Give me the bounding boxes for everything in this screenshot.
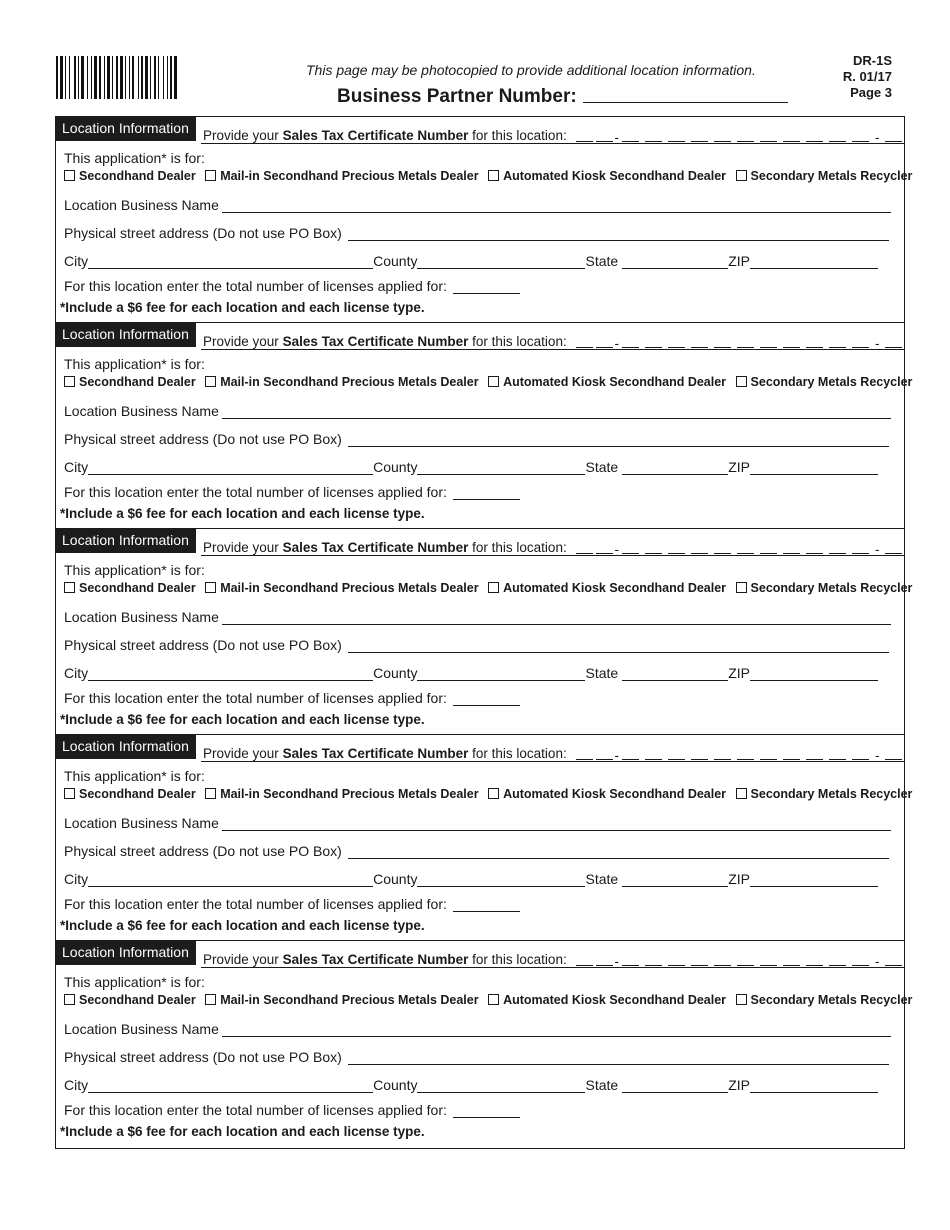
license-count-label: For this location enter the total number of licenses applied for: (64, 896, 447, 912)
business-name-input[interactable] (222, 610, 891, 625)
license-count-row (64, 896, 520, 912)
location-information-label: Location Information (56, 529, 196, 553)
fee-note: *Include a $6 fee for each location and each license type. (60, 1124, 425, 1139)
city-label: City (64, 253, 89, 269)
street-address-label: Physical street address (Do not use PO Box) (64, 637, 342, 653)
stc-input[interactable]: - - (570, 541, 902, 557)
option-mail-in-precious-metals[interactable]: Mail-in Secondhand Precious Metals Dealer (205, 787, 478, 801)
business-name-label: Location Business Name (64, 197, 219, 213)
stc-suffix: for this location: (472, 746, 567, 761)
city-input[interactable] (88, 460, 373, 475)
stc-input[interactable]: - - (570, 335, 902, 351)
checkbox-icon[interactable] (736, 376, 747, 387)
barcode-bar (174, 56, 177, 99)
license-count-row (64, 484, 520, 500)
zip-label: ZIP (728, 459, 750, 475)
checkbox-icon[interactable] (64, 582, 75, 593)
street-address-row (64, 843, 889, 859)
city-county-state-zip-row (64, 1077, 889, 1093)
barcode-bar (94, 56, 97, 99)
fee-note: *Include a $6 fee for each location and each license type. (60, 918, 425, 933)
checkbox-icon[interactable] (64, 376, 75, 387)
option-secondary-metals-recycler[interactable]: Secondary Metals Recycler (736, 581, 913, 595)
barcode-bar (154, 56, 156, 99)
barcode-bar (112, 56, 113, 99)
stc-suffix: for this location: (472, 952, 567, 967)
county-input[interactable] (417, 460, 585, 475)
application-for-label: This application* is for: (64, 974, 205, 990)
barcode-bar (158, 56, 159, 99)
fee-note: *Include a $6 fee for each location and each license type. (60, 712, 425, 727)
city-label: City (64, 1077, 89, 1093)
form-number: DR-1S (852, 53, 892, 68)
application-for-label: This application* is for: (64, 768, 205, 784)
license-type-options (64, 581, 918, 595)
street-address-input[interactable] (348, 432, 889, 447)
business-name-row (64, 609, 891, 625)
checkbox-icon[interactable] (488, 582, 499, 593)
stc-prefix: Provide your (203, 746, 279, 761)
barcode-bar (167, 56, 168, 99)
barcode-bar (125, 56, 126, 99)
license-count-row (64, 690, 520, 706)
option-secondhand-dealer[interactable]: Secondhand Dealer (64, 169, 196, 183)
location-section-1 (56, 117, 913, 323)
barcode-bar (74, 56, 76, 99)
license-count-input[interactable] (453, 279, 520, 294)
option-mail-in-precious-metals[interactable]: Mail-in Secondhand Precious Metals Dealer (205, 375, 478, 389)
state-input[interactable] (622, 460, 728, 475)
business-name-label: Location Business Name (64, 1021, 219, 1037)
city-county-state-zip-row (64, 665, 889, 681)
option-automated-kiosk[interactable]: Automated Kiosk Secondhand Dealer (488, 169, 726, 183)
county-input[interactable] (417, 254, 585, 269)
business-name-input[interactable] (222, 198, 891, 213)
city-input[interactable] (88, 666, 373, 681)
barcode-bar (145, 56, 148, 99)
state-input[interactable] (622, 1078, 728, 1093)
county-label: County (373, 665, 418, 681)
license-count-row (64, 278, 520, 294)
street-address-label: Physical street address (Do not use PO Box) (64, 431, 342, 447)
city-label: City (64, 459, 89, 475)
stc-suffix: for this location: (472, 334, 567, 349)
street-address-input[interactable] (348, 844, 889, 859)
application-for-label: This application* is for: (64, 356, 205, 372)
license-type-options (64, 993, 918, 1007)
barcode (56, 56, 278, 99)
option-secondary-metals-recycler[interactable]: Secondary Metals Recycler (736, 375, 913, 389)
business-name-row (64, 1021, 891, 1037)
location-form (55, 116, 913, 1149)
zip-label: ZIP (728, 665, 750, 681)
stc-prefix: Provide your (203, 334, 279, 349)
location-information-label: Location Information (56, 941, 196, 965)
business-name-input[interactable] (222, 816, 891, 831)
checkbox-icon[interactable] (64, 994, 75, 1005)
location-section-3 (56, 529, 913, 735)
location-information-label: Location Information (56, 323, 196, 347)
state-input[interactable] (622, 872, 728, 887)
option-automated-kiosk[interactable]: Automated Kiosk Secondhand Dealer (488, 375, 726, 389)
location-section-4 (56, 735, 913, 941)
barcode-bar (56, 56, 58, 99)
barcode-bar (60, 56, 63, 99)
checkbox-icon[interactable] (736, 170, 747, 181)
street-address-row (64, 1049, 889, 1065)
city-county-state-zip-row (64, 459, 889, 475)
city-label: City (64, 665, 89, 681)
stc-input[interactable]: - - (570, 129, 902, 145)
barcode-bar (138, 56, 139, 99)
license-count-input[interactable] (453, 897, 520, 912)
barcode-bar (132, 56, 134, 99)
city-input[interactable] (88, 872, 373, 887)
option-secondhand-dealer[interactable]: Secondhand Dealer (64, 993, 196, 1007)
stc-input[interactable]: - - (570, 953, 902, 969)
location-section-2 (56, 323, 913, 529)
license-type-options (64, 375, 918, 389)
county-input[interactable] (417, 872, 585, 887)
zip-label: ZIP (728, 253, 750, 269)
license-count-label: For this location enter the total number of licenses applied for: (64, 484, 447, 500)
option-automated-kiosk[interactable]: Automated Kiosk Secondhand Dealer (488, 581, 726, 595)
county-input[interactable] (417, 1078, 585, 1093)
fee-note: *Include a $6 fee for each location and each license type. (60, 506, 425, 521)
zip-input[interactable] (750, 254, 878, 269)
sales-tax-certificate-row (203, 540, 901, 557)
license-count-label: For this location enter the total number of licenses applied for: (64, 690, 447, 706)
license-count-input[interactable] (453, 1103, 520, 1118)
zip-label: ZIP (728, 871, 750, 887)
street-address-row (64, 225, 889, 241)
barcode-bar (104, 56, 105, 99)
barcode-bar (99, 56, 101, 99)
state-label: State (585, 871, 619, 887)
business-partner-label: Business Partner Number: (337, 86, 577, 107)
business-name-label: Location Business Name (64, 609, 219, 625)
option-secondary-metals-recycler[interactable]: Secondary Metals Recycler (736, 169, 913, 183)
barcode-bar (107, 56, 110, 99)
license-count-row (64, 1102, 520, 1118)
barcode-bar (116, 56, 118, 99)
location-information-label: Location Information (56, 117, 196, 141)
checkbox-icon[interactable] (488, 788, 499, 799)
option-mail-in-precious-metals[interactable]: Mail-in Secondhand Precious Metals Dealer (205, 581, 478, 595)
checkbox-icon[interactable] (205, 582, 216, 593)
location-section-5 (56, 941, 913, 1148)
checkbox-icon[interactable] (205, 788, 216, 799)
fee-note: *Include a $6 fee for each location and each license type. (60, 300, 425, 315)
business-name-label: Location Business Name (64, 815, 219, 831)
street-address-label: Physical street address (Do not use PO Box) (64, 225, 342, 241)
license-type-options (64, 169, 918, 183)
checkbox-icon[interactable] (64, 170, 75, 181)
state-label: State (585, 459, 619, 475)
stc-suffix: for this location: (472, 128, 567, 143)
license-count-label: For this location enter the total number of licenses applied for: (64, 1102, 447, 1118)
city-county-state-zip-row (64, 253, 889, 269)
barcode-bar (150, 56, 151, 99)
county-label: County (373, 253, 418, 269)
street-address-label: Physical street address (Do not use PO Box) (64, 843, 342, 859)
stc-prefix: Provide your (203, 540, 279, 555)
checkbox-icon[interactable] (736, 788, 747, 799)
business-name-label: Location Business Name (64, 403, 219, 419)
zip-input[interactable] (750, 666, 878, 681)
license-count-input[interactable] (453, 691, 520, 706)
stc-suffix: for this location: (472, 540, 567, 555)
business-name-row (64, 197, 891, 213)
street-address-input[interactable] (348, 1050, 889, 1065)
business-name-input[interactable] (222, 404, 891, 419)
barcode-bar (170, 56, 172, 99)
stc-bold: Sales Tax Certificate Number (282, 746, 469, 761)
business-name-row (64, 815, 891, 831)
stc-prefix: Provide your (203, 952, 279, 967)
barcode-bar (91, 56, 92, 99)
sales-tax-certificate-row (203, 334, 901, 351)
option-secondhand-dealer[interactable]: Secondhand Dealer (64, 581, 196, 595)
barcode-bar (78, 56, 79, 99)
barcode-bar (141, 56, 143, 99)
state-input[interactable] (622, 254, 728, 269)
form-revision: R. 01/17 (842, 69, 892, 84)
checkbox-icon[interactable] (736, 582, 747, 593)
city-label: City (64, 871, 89, 887)
application-for-label: This application* is for: (64, 562, 205, 578)
location-information-label: Location Information (56, 735, 196, 759)
option-secondhand-dealer[interactable]: Secondhand Dealer (64, 375, 196, 389)
zip-label: ZIP (728, 1077, 750, 1093)
county-label: County (373, 871, 418, 887)
street-address-row (64, 637, 889, 653)
checkbox-icon[interactable] (205, 994, 216, 1005)
option-secondary-metals-recycler[interactable]: Secondary Metals Recycler (736, 787, 913, 801)
application-for-label: This application* is for: (64, 150, 205, 166)
business-partner-number (337, 85, 788, 108)
page-number: Page 3 (850, 85, 892, 100)
street-address-input[interactable] (348, 226, 889, 241)
barcode-bar (81, 56, 84, 99)
checkbox-icon[interactable] (205, 170, 216, 181)
option-mail-in-precious-metals[interactable]: Mail-in Secondhand Precious Metals Dealer (205, 169, 478, 183)
sales-tax-certificate-row (203, 952, 901, 969)
sales-tax-certificate-row (203, 746, 901, 763)
checkbox-icon[interactable] (205, 376, 216, 387)
license-type-options (64, 787, 918, 801)
option-automated-kiosk[interactable]: Automated Kiosk Secondhand Dealer (488, 993, 726, 1007)
checkbox-icon[interactable] (64, 788, 75, 799)
barcode-bar (129, 56, 130, 99)
business-name-input[interactable] (222, 1022, 891, 1037)
county-label: County (373, 1077, 418, 1093)
form-id (843, 53, 892, 101)
stc-bold: Sales Tax Certificate Number (282, 952, 469, 967)
county-label: County (373, 459, 418, 475)
stc-bold: Sales Tax Certificate Number (282, 334, 469, 349)
photocopy-note: This page may be photocopied to provide additional location information. (306, 62, 756, 78)
option-mail-in-precious-metals[interactable]: Mail-in Secondhand Precious Metals Dealer (205, 993, 478, 1007)
business-partner-input[interactable] (583, 85, 788, 103)
business-name-row (64, 403, 891, 419)
city-input[interactable] (88, 1078, 373, 1093)
street-address-input[interactable] (348, 638, 889, 653)
zip-input[interactable] (750, 1078, 878, 1093)
zip-input[interactable] (750, 460, 878, 475)
option-secondary-metals-recycler[interactable]: Secondary Metals Recycler (736, 993, 913, 1007)
option-automated-kiosk[interactable]: Automated Kiosk Secondhand Dealer (488, 787, 726, 801)
checkbox-icon[interactable] (488, 994, 499, 1005)
state-label: State (585, 665, 619, 681)
city-input[interactable] (88, 254, 373, 269)
sales-tax-certificate-row (203, 128, 901, 145)
zip-input[interactable] (750, 872, 878, 887)
barcode-bar (163, 56, 164, 99)
barcode-bar (69, 56, 70, 99)
stc-input[interactable]: - - (570, 747, 902, 763)
street-address-row (64, 431, 889, 447)
license-count-input[interactable] (453, 485, 520, 500)
barcode-bar (87, 56, 88, 99)
option-secondhand-dealer[interactable]: Secondhand Dealer (64, 787, 196, 801)
stc-prefix: Provide your (203, 128, 279, 143)
county-input[interactable] (417, 666, 585, 681)
city-county-state-zip-row (64, 871, 889, 887)
barcode-bar (65, 56, 66, 99)
barcode-bar (120, 56, 123, 99)
license-count-label: For this location enter the total number of licenses applied for: (64, 278, 447, 294)
state-label: State (585, 1077, 619, 1093)
checkbox-icon[interactable] (488, 170, 499, 181)
state-input[interactable] (622, 666, 728, 681)
stc-bold: Sales Tax Certificate Number (282, 540, 469, 555)
stc-bold: Sales Tax Certificate Number (282, 128, 469, 143)
state-label: State (585, 253, 619, 269)
checkbox-icon[interactable] (736, 994, 747, 1005)
street-address-label: Physical street address (Do not use PO Box) (64, 1049, 342, 1065)
checkbox-icon[interactable] (488, 376, 499, 387)
